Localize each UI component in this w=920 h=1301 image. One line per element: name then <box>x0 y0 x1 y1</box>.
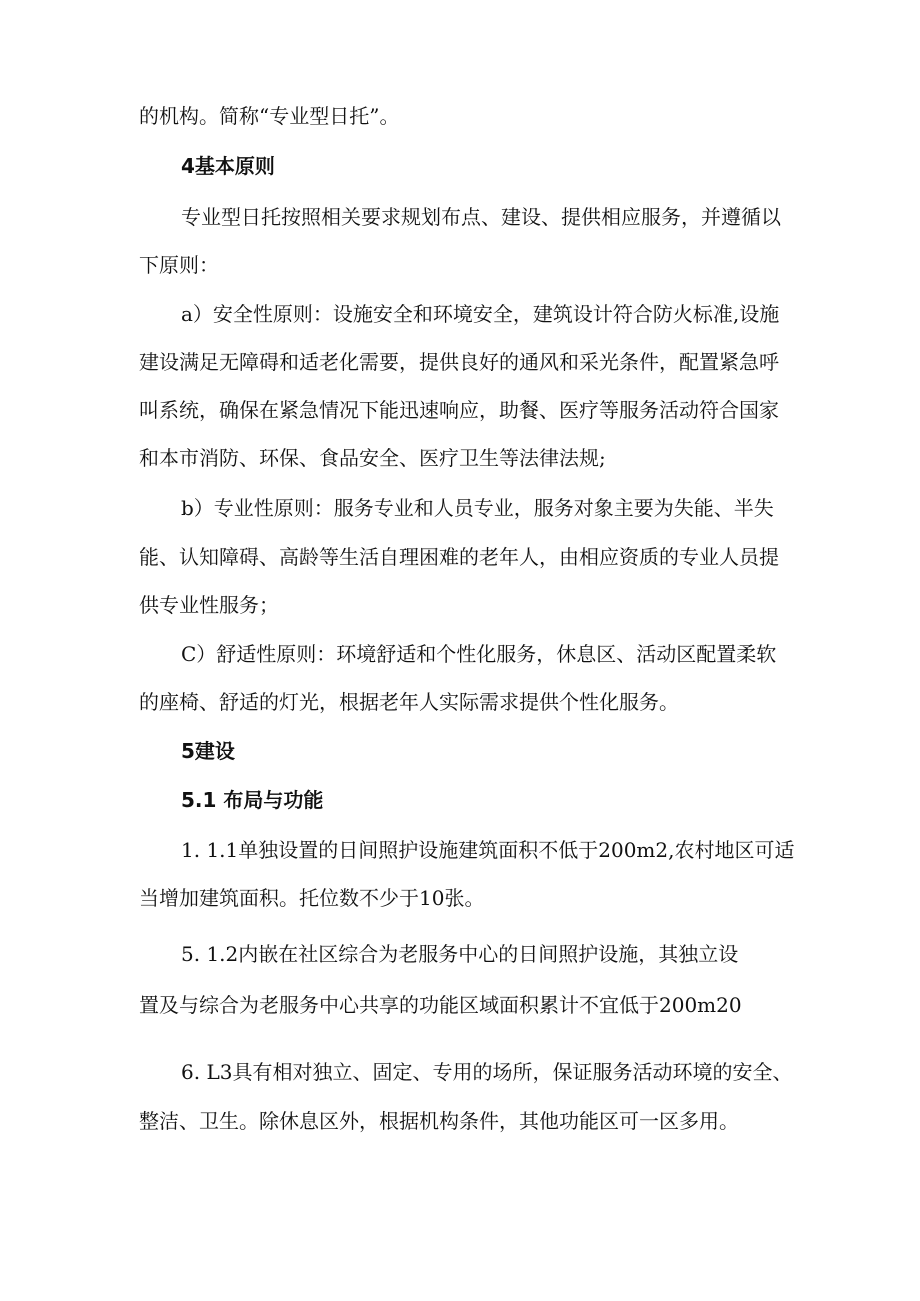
principle-c-line: C）舒适性原则：环境舒适和个性化服务，休息区、活动区配置柔软 <box>181 642 777 666</box>
clause-line: 1. 1.1单独设置的日间照护设施建筑面积不低于200m2,农村地区可适 <box>181 838 795 862</box>
clause-line: 5. 1.2内嵌在社区综合为老服务中心的日间照护设施，其独立设 <box>181 942 739 966</box>
clause-line: 整洁、卫生。除休息区外，根据机构条件，其他功能区可一区多用。 <box>139 1109 739 1133</box>
section-heading-construction: 5建设 <box>181 739 235 763</box>
principle-b-line: b）专业性原则：服务专业和人员专业，服务对象主要为失能、半失 <box>181 496 774 520</box>
clause-line: 6. L3具有相对独立、固定、专用的场所，保证服务活动环境的安全、 <box>181 1060 793 1084</box>
subsection-heading-layout: 5.1 布局与功能 <box>181 788 324 812</box>
paragraph-line: 下原则： <box>139 253 219 277</box>
paragraph-line: 专业型日托按照相关要求规划布点、建设、提供相应服务，并遵循以 <box>181 205 781 229</box>
principle-a-line: 和本市消防、环保、食品安全、医疗卫生等法律法规; <box>139 446 606 470</box>
principle-a-line: 建设满足无障碍和适老化需要，提供良好的通风和采光条件，配置紧急呼 <box>139 350 779 374</box>
principle-a-line: a）安全性原则：设施安全和环境安全，建筑设计符合防火标准,设施 <box>181 302 780 326</box>
section-heading-basic-principles: 4基本原则 <box>181 154 275 178</box>
clause-line: 当增加建筑面积。托位数不少于10张。 <box>139 886 485 910</box>
text-line-continuation: 的机构。简称“专业型日托”。 <box>139 104 400 128</box>
principle-c-line: 的座椅、舒适的灯光，根据老年人实际需求提供个性化服务。 <box>139 690 679 714</box>
principle-b-line: 供专业性服务； <box>139 593 279 617</box>
principle-b-line: 能、认知障碍、高龄等生活自理困难的老年人，由相应资质的专业人员提 <box>139 545 779 569</box>
clause-line: 置及与综合为老服务中心共享的功能区域面积累计不宜低于200m20 <box>139 993 742 1017</box>
principle-a-line: 叫系统，确保在紧急情况下能迅速响应，助餐、医疗等服务活动符合国家 <box>139 398 779 422</box>
